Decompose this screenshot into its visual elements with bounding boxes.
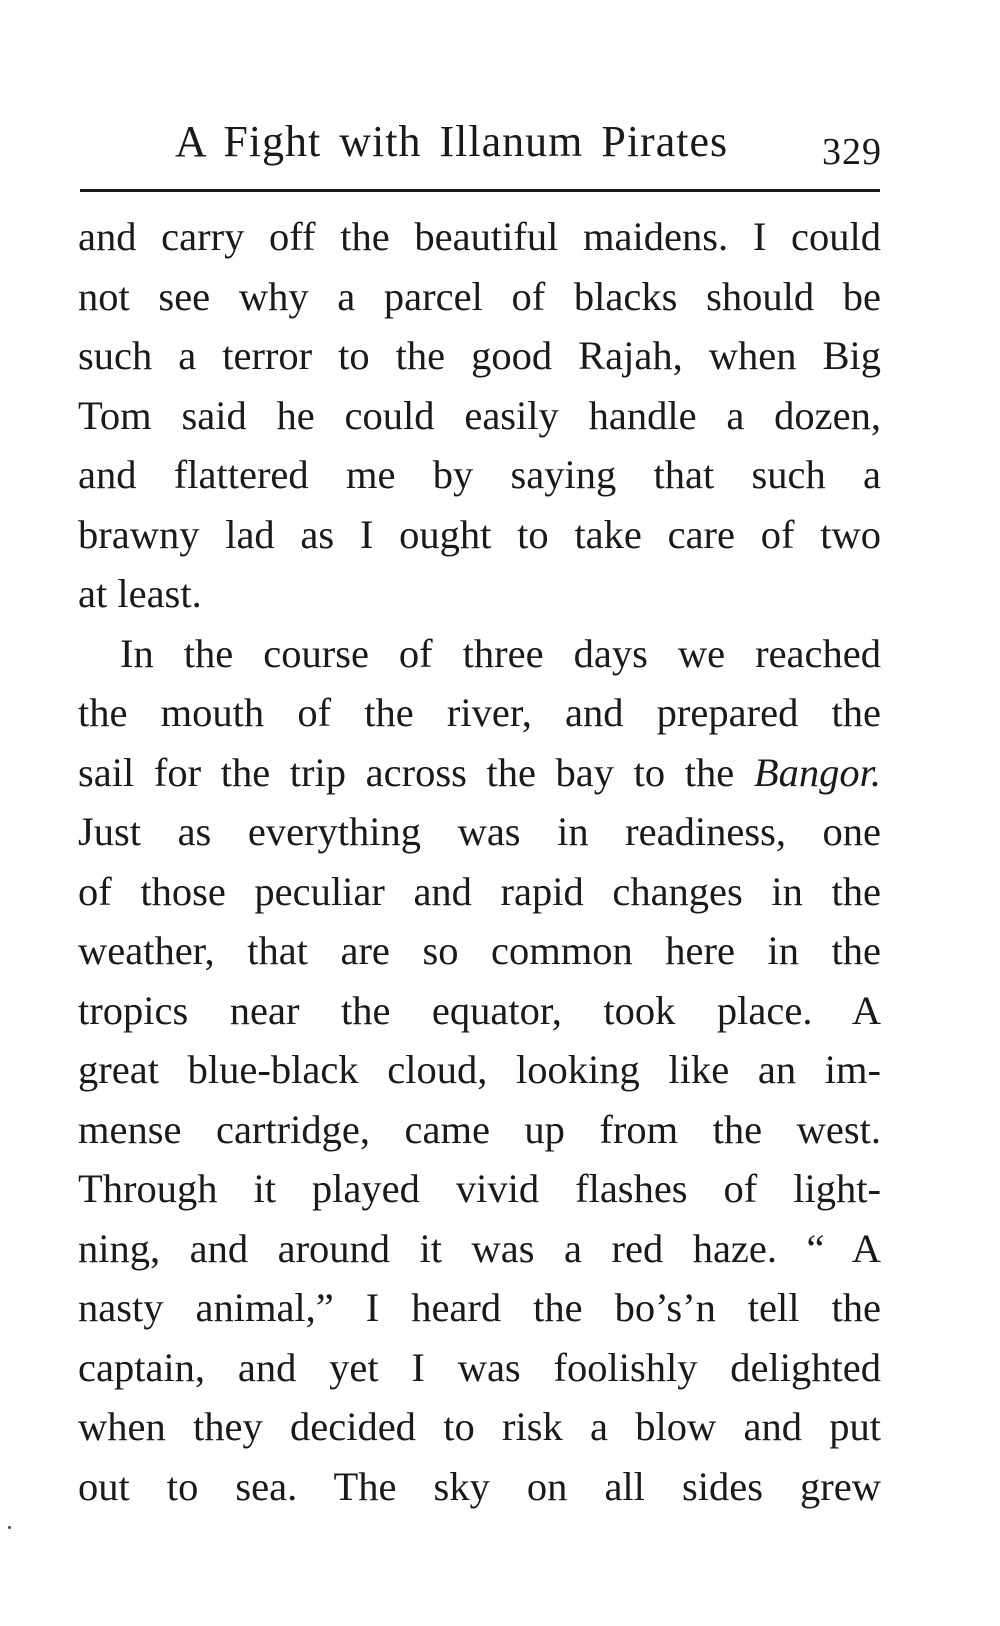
text-line: weather, that are so common here in the <box>78 928 881 973</box>
text-line: out to sea. The sky on all sides grew <box>78 1463 881 1509</box>
body-text <box>78 207 881 1516</box>
text-line: and carry off the beautiful maidens. I could <box>78 214 881 259</box>
text-line <box>78 743 881 803</box>
text-line: Through it played vivid flashes of light- <box>78 1166 881 1211</box>
text-line: mense cartridge, came up from the west. <box>78 1106 881 1152</box>
text-line: great blue-black cloud, looking like an im- <box>78 1047 881 1092</box>
header-rule <box>80 189 880 192</box>
text-line: not see why a parcel of blacks should be <box>78 273 881 319</box>
text-line: and flattered me by saying that such a <box>78 452 881 497</box>
text-line: Tom said he could easily handle a dozen, <box>78 392 881 438</box>
text-line: ning, and around it was a red haze. “ A <box>78 1225 881 1271</box>
ship-name: Bangor. <box>753 749 881 795</box>
page-number: 329 <box>822 131 882 173</box>
text-segment: sail for the trip across the bay to the <box>78 749 735 795</box>
paragraph-start-line: In the course of three days we reached <box>120 630 881 676</box>
running-title: A Fight with Illanum Pirates <box>175 117 729 166</box>
text-line: tropics near the equator, took place. A <box>78 987 881 1033</box>
text-line: the mouth of the river, and prepared the <box>78 690 881 735</box>
text-line: brawny lad as I ought to take care of two <box>78 511 881 557</box>
text-line: captain, and yet I was foolishly delighted <box>78 1344 881 1390</box>
text-line: nasty animal,” I heard the bo’s’n tell the <box>78 1285 881 1330</box>
running-head <box>80 112 880 182</box>
text-line: of those peculiar and rapid changes in the <box>78 868 881 914</box>
text-line: at least. <box>78 571 202 616</box>
text-line: when they decided to risk a blow and put <box>78 1404 881 1449</box>
scan-speck <box>8 1526 11 1529</box>
text-line: Just as everything was in readiness, one <box>78 809 881 854</box>
text-line: such a terror to the good Rajah, when Big <box>78 333 881 378</box>
